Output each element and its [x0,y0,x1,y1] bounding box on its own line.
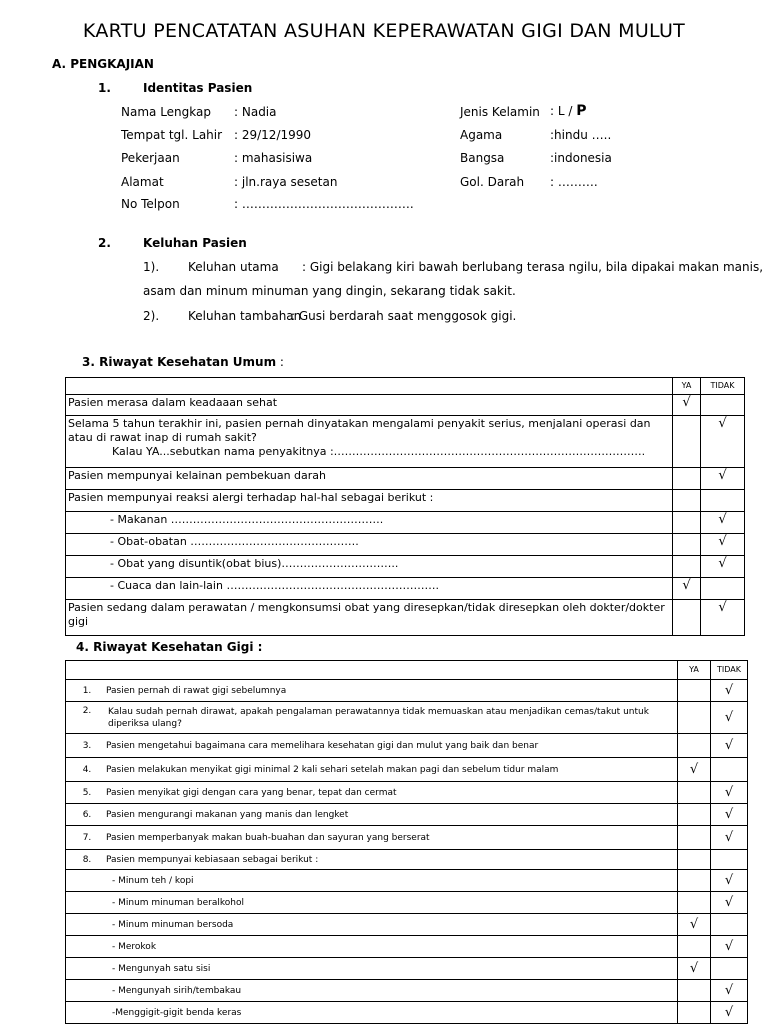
row-number: 4. [82,764,92,775]
question-text: - Makanan …………………………………………………. [66,512,673,534]
table-row [66,702,748,734]
checkbox-tidak[interactable]: √ [711,892,748,914]
riwayat-umum-heading-text: 3. Riwayat Kesehatan Umum [82,355,277,369]
checkbox-ya[interactable] [673,416,701,468]
checkbox-tidak[interactable]: √ [711,870,748,892]
table-row [66,556,745,578]
table-row [66,416,745,468]
checkbox-tidak[interactable] [711,914,748,936]
table-row [66,734,748,758]
table-header-blank [66,661,678,680]
question-text: - Obat-obatan ………………………………………. [66,534,673,556]
checkbox-tidak[interactable] [701,395,745,416]
keluhan-tambahan-text: : Gusi berdarah saat menggosok gigi. [291,309,517,323]
field-label-bangsa: Bangsa [460,151,505,165]
table-row [66,758,748,782]
keluhan-number: 2. [98,236,111,250]
keluhan-tambahan-number: 2). [143,309,160,323]
checkbox-tidak[interactable]: √ [711,936,748,958]
table-header-row [66,378,745,395]
keluhan-utama-text-2: asam dan minum minuman yang dingin, sekarang tidak sakit. [143,284,516,298]
question-text: - Mengunyah sirih/tembakau [66,980,678,1002]
question-cell [66,734,678,758]
checkbox-ya[interactable] [678,702,711,734]
question-text: Pasien memperbanyak makan buah-buahan dan sayuran yang berserat [106,832,430,843]
checkbox-tidak[interactable]: √ [711,804,748,826]
section-a-heading: A. PENGKAJIAN [52,57,154,71]
question-cell [66,826,678,850]
field-label-pekerjaan: Pekerjaan [121,151,180,165]
table-row [66,980,748,1002]
question-text: - Minum minuman beralkohol [66,892,678,914]
question-text: Pasien melakukan menyikat gigi minimal 2 kali sehari setelah makan pagi dan sebelum tidur malam [106,764,559,775]
col-header-tidak: TIDAK [701,378,745,395]
table-row [66,534,745,556]
field-value-alamat: : jln.raya sesetan [234,175,338,189]
question-cell [66,782,678,804]
question-cell [66,850,678,870]
checkbox-tidak[interactable] [701,578,745,600]
checkbox-tidak[interactable]: √ [711,980,748,1002]
keluhan-tambahan-label: Keluhan tambahan [188,309,302,323]
checkbox-ya[interactable] [673,512,701,534]
riwayat-umum-heading [82,355,284,369]
question-cell [66,680,678,702]
field-value-jenis-kelamin [550,103,586,119]
table-row [66,680,748,702]
checkbox-ya[interactable] [673,534,701,556]
row-number: 1. [82,685,92,696]
table-row [66,1002,748,1024]
keluhan-utama-label: Keluhan utama [188,260,279,274]
jenis-kelamin-selected: P [576,103,587,119]
question-text: Pasien mempunyai kebiasaan sebagai berikut : [106,854,319,865]
checkbox-tidak[interactable] [701,490,745,512]
checkbox-ya[interactable] [673,600,701,636]
table-row [66,512,745,534]
table-row [66,578,745,600]
field-value-agama: :hindu ….. [550,128,612,142]
checkbox-tidak[interactable]: √ [711,1002,748,1024]
checkbox-ya[interactable] [678,804,711,826]
checkbox-ya[interactable] [678,734,711,758]
row-number: 3. [82,740,92,751]
keluhan-heading: Keluhan Pasien [143,236,247,250]
table-header-row [66,661,748,680]
checkbox-ya[interactable] [678,980,711,1002]
question-text: -Menggigit-gigit benda keras [66,1002,678,1024]
field-label-jenis-kelamin: Jenis Kelamin [460,105,540,119]
checkbox-ya[interactable] [678,680,711,702]
question-text: - Minum minuman bersoda [66,914,678,936]
riwayat-umum-table [65,377,745,636]
checkbox-ya[interactable]: √ [673,578,701,600]
checkbox-tidak[interactable]: √ [711,702,748,734]
question-text: Pasien pernah di rawat gigi sebelumnya [106,685,287,696]
question-cell [66,416,673,468]
question-text: - Obat yang disuntik(obat bius)………………………….. [66,556,673,578]
table-row [66,826,748,850]
checkbox-tidak[interactable]: √ [701,600,745,636]
question-subtext: Kalau YA...sebutkan nama penyakitnya :…………………………………………………………………………. [112,445,646,458]
checkbox-ya[interactable] [678,936,711,958]
checkbox-tidak[interactable]: √ [711,680,748,702]
checkbox-ya[interactable] [673,556,701,578]
table-row [66,468,745,490]
row-number: 5. [82,787,92,798]
question-text: Pasien mengetahui bagaimana cara memelihara kesehatan gigi dan mulut yang baik dan benar [106,740,539,751]
field-value-gol-darah: : ………. [550,175,598,189]
riwayat-gigi-table [65,660,748,1024]
table-row [66,600,745,636]
table-row [66,958,748,980]
checkbox-tidak[interactable]: √ [701,534,745,556]
col-header-tidak: TIDAK [711,661,748,680]
question-text: Pasien mengurangi makanan yang manis dan lengket [106,809,349,820]
row-number: 7. [82,832,92,843]
table-row [66,870,748,892]
checkbox-ya[interactable] [678,892,711,914]
riwayat-umum-heading-colon: : [276,355,284,369]
checkbox-tidak[interactable]: √ [701,512,745,534]
checkbox-ya[interactable] [678,826,711,850]
field-label-telpon: No Telpon [121,197,180,211]
field-value-telpon: : ……………………………………. [234,197,414,211]
row-number: 6. [82,809,92,820]
checkbox-tidak[interactable]: √ [701,416,745,468]
question-cell [66,758,678,782]
question-text: Selama 5 tahun terakhir ini, pasien pernah dinyatakan mengalami penyakit serius, menjalani operasi dan atau di rawat inap di rumah sakit? [68,417,651,444]
table-row [66,490,745,512]
row-number: 8. [82,854,92,865]
field-value-ttl: : 29/12/1990 [234,128,312,142]
field-value-bangsa: :indonesia [550,151,612,165]
field-value-nama: : Nadia [234,105,277,119]
table-row [66,936,748,958]
question-cell [66,702,678,734]
question-text: - Minum teh / kopi [66,870,678,892]
question-text: Pasien sedang dalam perawatan / mengkonsumsi obat yang diresepkan/tidak diresepkan oleh dokter/dokter gigi [66,600,673,636]
question-text: - Cuaca dan lain-lain …………………………………………………. [66,578,673,600]
checkbox-tidak[interactable]: √ [711,734,748,758]
checkbox-ya[interactable]: √ [678,958,711,980]
question-text: - Merokok [66,936,678,958]
jenis-kelamin-text: : L / [550,104,577,118]
row-number: 2. [82,706,92,716]
document-title: KARTU PENCATATAN ASUHAN KEPERAWATAN GIGI DAN MULUT [82,20,686,42]
checkbox-ya[interactable] [678,850,711,870]
table-row [66,892,748,914]
table-row [66,804,748,826]
identitas-number: 1. [98,81,111,95]
col-header-ya: YA [678,661,711,680]
field-label-ttl: Tempat tgl. Lahir [121,128,223,142]
checkbox-tidak[interactable]: √ [711,782,748,804]
checkbox-ya[interactable]: √ [673,395,701,416]
keluhan-utama-number: 1). [143,260,160,274]
field-label-gol-darah: Gol. Darah [460,175,525,189]
checkbox-tidak[interactable] [711,850,748,870]
table-header-blank [66,378,673,395]
checkbox-ya[interactable] [673,490,701,512]
question-text: Pasien mempunyai reaksi alergi terhadap hal-hal sebagai berikut : [66,490,673,512]
checkbox-ya[interactable]: √ [678,914,711,936]
checkbox-ya[interactable] [678,1002,711,1024]
identitas-heading: Identitas Pasien [143,81,253,95]
keluhan-utama-text-1: : Gigi belakang kiri bawah berlubang terasa ngilu, bila dipakai makan manis, [302,260,764,274]
checkbox-tidak[interactable]: √ [711,826,748,850]
field-label-alamat: Alamat [121,175,164,189]
field-label-nama: Nama Lengkap [121,105,211,119]
question-text: - Mengunyah satu sisi [66,958,678,980]
question-text: Kalau sudah pernah dirawat, apakah pengalaman perawatannya tidak memuaskan atau menjadikan cemas/takut untuk diperiksa ulang? [108,706,649,729]
table-row [66,395,745,416]
checkbox-ya[interactable] [673,468,701,490]
question-text: Pasien menyikat gigi dengan cara yang benar, tepat dan cermat [106,787,397,798]
riwayat-gigi-heading: 4. Riwayat Kesehatan Gigi : [76,640,263,654]
checkbox-ya[interactable] [678,782,711,804]
field-value-pekerjaan: : mahasisiwa [234,151,313,165]
field-label-agama: Agama [460,128,503,142]
checkbox-tidak[interactable] [711,758,748,782]
question-text: Pasien merasa dalam keadaaan sehat [66,395,673,416]
checkbox-ya[interactable] [678,870,711,892]
table-row [66,914,748,936]
question-cell [66,804,678,826]
col-header-ya: YA [673,378,701,395]
table-row [66,850,748,870]
table-row [66,782,748,804]
question-text: Pasien mempunyai kelainan pembekuan darah [66,468,673,490]
checkbox-tidak[interactable] [711,958,748,980]
checkbox-tidak[interactable]: √ [701,468,745,490]
checkbox-ya[interactable]: √ [678,758,711,782]
checkbox-tidak[interactable]: √ [701,556,745,578]
